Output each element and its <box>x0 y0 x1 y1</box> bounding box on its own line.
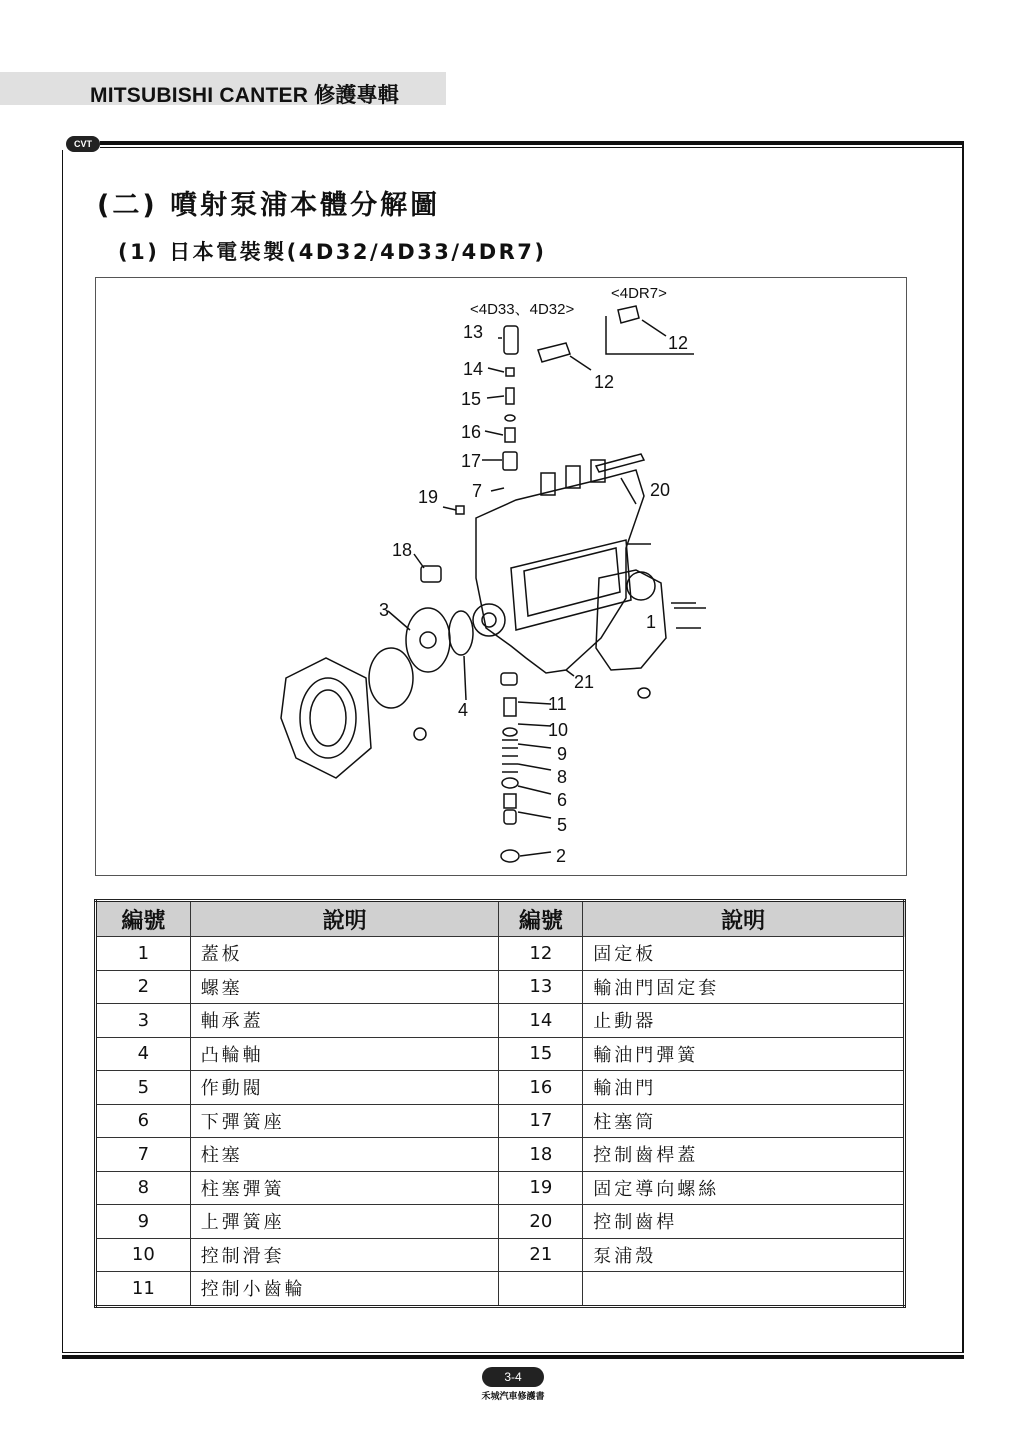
exploded-diagram-drawing <box>96 278 906 875</box>
section-title: (二) 噴射泵浦本體分解圖 <box>97 190 441 221</box>
cell-description-right: 輸油門固定套 <box>583 970 905 1004</box>
cell-number-left: 7 <box>96 1138 191 1172</box>
cell-number-left: 4 <box>96 1037 191 1071</box>
cell-number-left: 1 <box>96 937 191 971</box>
callout-11: 11 <box>548 694 567 714</box>
callout-7: 7 <box>472 481 483 501</box>
cell-number-left: 8 <box>96 1171 191 1205</box>
cell-description-right: 輸油門 <box>583 1071 905 1105</box>
callout-5: 5 <box>557 815 568 835</box>
cell-number-left: 11 <box>96 1272 191 1307</box>
callout-9: 9 <box>557 744 568 764</box>
callout-14: 14 <box>463 359 484 379</box>
cell-description-right: 止動器 <box>583 1004 905 1038</box>
publisher-logo: CVT <box>66 136 100 152</box>
table-row <box>96 937 905 971</box>
table-row <box>96 1104 905 1138</box>
cell-description-right: 控制齒桿蓋 <box>583 1138 905 1172</box>
parts-table-body <box>96 937 905 1307</box>
table-row <box>96 970 905 1004</box>
bottom-rule <box>62 1355 964 1359</box>
cell-number-right: 18 <box>499 1138 583 1172</box>
table-row <box>96 1272 905 1307</box>
page-header-title: MITSUBISHI CANTER 修護專輯 <box>90 84 399 107</box>
cell-number-left: 9 <box>96 1205 191 1239</box>
table-row <box>96 1138 905 1172</box>
table-row <box>96 1238 905 1272</box>
cell-description-left: 控制滑套 <box>190 1238 499 1272</box>
callout-20: 20 <box>650 480 671 500</box>
header-description-right: 說明 <box>583 901 905 937</box>
page-number-badge: 3-4 <box>482 1367 544 1387</box>
cell-number-right: 14 <box>499 1004 583 1038</box>
cell-number-left: 6 <box>96 1104 191 1138</box>
top-rule <box>100 141 964 145</box>
callout-21: 21 <box>574 672 595 692</box>
cell-number-left: 10 <box>96 1238 191 1272</box>
cell-description-left: 柱塞彈簧 <box>190 1171 499 1205</box>
cell-description-left: 上彈簧座 <box>190 1205 499 1239</box>
cell-number-right: 19 <box>499 1171 583 1205</box>
header-number-left: 編號 <box>96 901 191 937</box>
callout-18: 18 <box>392 540 413 560</box>
variant-label-4d33-4d32: <4D33、4D32> <box>470 301 575 318</box>
cell-number-right: 12 <box>499 937 583 971</box>
callout-6: 6 <box>557 790 568 810</box>
frame-left-border <box>62 150 63 1353</box>
cell-description-right: 柱塞筒 <box>583 1104 905 1138</box>
bottom-rule-thin <box>62 1352 964 1353</box>
cell-number-right: 13 <box>499 970 583 1004</box>
callout-4: 4 <box>458 700 469 720</box>
top-rule-thin <box>100 147 964 148</box>
variant-label-4dr7: <4DR7> <box>611 285 667 302</box>
callout-19: 19 <box>418 487 439 507</box>
cell-number-right: 20 <box>499 1205 583 1239</box>
cell-number-right: 21 <box>499 1238 583 1272</box>
cell-description-left: 柱塞 <box>190 1138 499 1172</box>
cell-description-left: 螺塞 <box>190 970 499 1004</box>
sub-title: (1) 日本電裝製(4D32/4D33/4DR7) <box>118 240 547 264</box>
table-header-row <box>96 901 905 937</box>
callout-12-a: 12 <box>594 372 615 392</box>
callout-8: 8 <box>557 767 568 787</box>
callout-12-b: 12 <box>668 333 689 353</box>
frame-right-border <box>962 141 964 1353</box>
callout-2: 2 <box>556 846 567 866</box>
cell-number-right: 17 <box>499 1104 583 1138</box>
callout-15: 15 <box>461 389 482 409</box>
table-row <box>96 1205 905 1239</box>
cell-description-left: 軸承蓋 <box>190 1004 499 1038</box>
cell-description-right: 控制齒桿 <box>583 1205 905 1239</box>
cell-number-right: 16 <box>499 1071 583 1105</box>
cell-description-left: 控制小齒輪 <box>190 1272 499 1307</box>
table-row <box>96 1037 905 1071</box>
cell-description-right: 輸油門彈簧 <box>583 1037 905 1071</box>
callout-10: 10 <box>548 720 569 740</box>
header-description-left: 說明 <box>190 901 499 937</box>
cell-description-right: 固定板 <box>583 937 905 971</box>
cell-description-left: 凸輪軸 <box>190 1037 499 1071</box>
callout-13: 13 <box>463 322 484 342</box>
cell-description-right: 泵浦殼 <box>583 1238 905 1272</box>
cell-description-left: 蓋板 <box>190 937 499 971</box>
cell-number-right: 15 <box>499 1037 583 1071</box>
callout-16: 16 <box>461 422 482 442</box>
cell-number-left: 5 <box>96 1071 191 1105</box>
cell-number-left: 2 <box>96 970 191 1004</box>
table-row <box>96 1004 905 1038</box>
cell-description-right: 固定導向螺絲 <box>583 1171 905 1205</box>
parts-table <box>94 899 906 1308</box>
table-row <box>96 1071 905 1105</box>
cell-number-right <box>499 1272 583 1307</box>
table-row <box>96 1171 905 1205</box>
cell-description-left: 下彈簧座 <box>190 1104 499 1138</box>
callout-1: 1 <box>646 612 657 632</box>
header-number-right: 編號 <box>499 901 583 937</box>
callout-17: 17 <box>461 451 482 471</box>
exploded-diagram <box>95 277 907 876</box>
callout-3: 3 <box>379 600 390 620</box>
cell-number-left: 3 <box>96 1004 191 1038</box>
publisher-name: 禾城汽車修護書 <box>481 1392 545 1402</box>
cell-description-right <box>583 1272 905 1307</box>
cell-description-left: 作動閥 <box>190 1071 499 1105</box>
